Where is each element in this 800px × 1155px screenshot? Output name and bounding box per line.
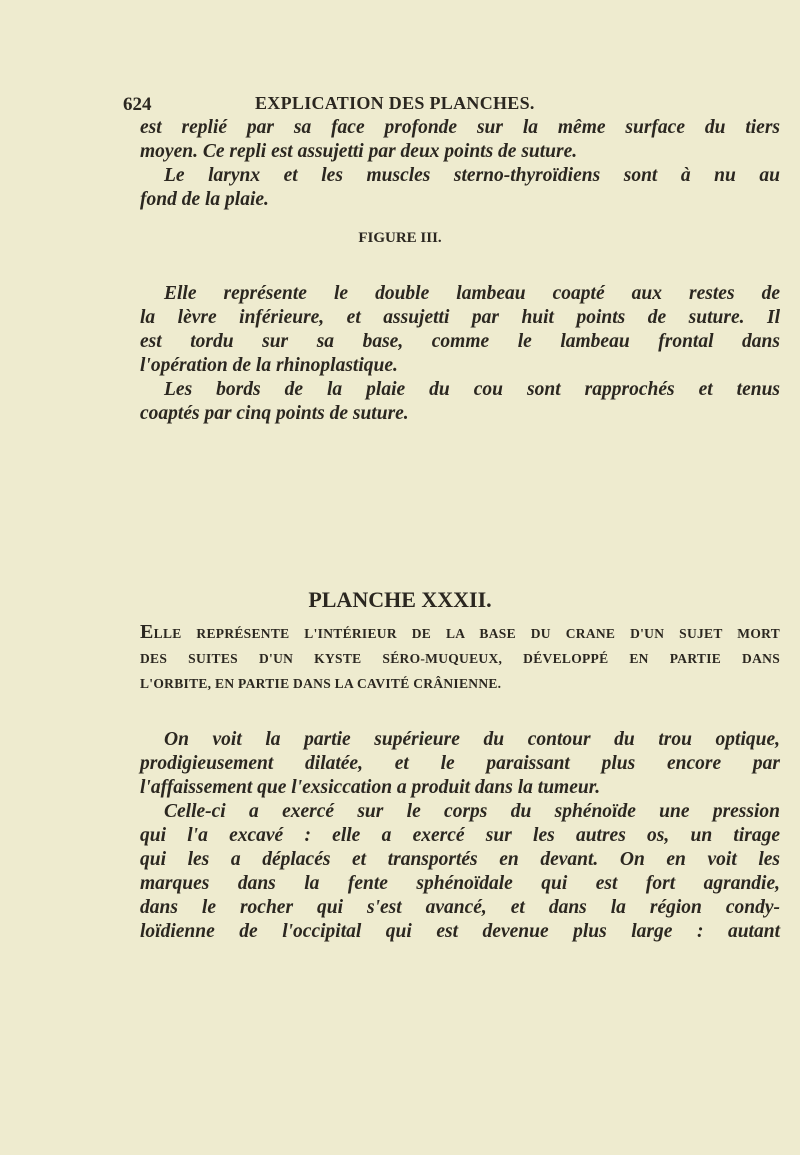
text-line: On voit la partie supérieure du contour du trou optique, (164, 729, 780, 750)
text-line: est tordu sur sa base, comme le lambeau frontal dans (140, 331, 780, 352)
text-line: DES SUITES D'UN KYSTE SÉRO-MUQUEUX, DÉVELOPPÉ EN PARTIE DANS (140, 651, 780, 666)
text-line (140, 620, 780, 646)
text-line: prodigieusement dilatée, et le paraissant plus encore par (140, 753, 780, 774)
text-line: L'ORBITE, EN PARTIE DANS LA CAVITÉ CRÂNIENNE. (140, 676, 502, 691)
caps-text: LLE REPRÉSENTE L'INTÉRIEUR DE LA BASE DU CRANE D'UN SUJET MORT (153, 626, 780, 641)
text-line: la lèvre inférieure, et assujetti par huit points de suture. Il (140, 307, 780, 328)
page-number: 624 (123, 94, 152, 115)
text-line: Le larynx et les muscles sterno-thyroïdiens sont à nu au (164, 165, 780, 186)
running-title: EXPLICATION DES PLANCHES. (255, 93, 535, 113)
text-line: l'affaissement que l'exsiccation a produit dans la tumeur. (140, 777, 601, 798)
text-line: loïdienne de l'occipital qui est devenue plus large : autant (140, 921, 780, 942)
text-line: qui l'a excavé : elle a exercé sur les autres os, un tirage (140, 825, 780, 846)
figure-heading: FIGURE III. (358, 230, 442, 246)
plate-heading: PLANCHE XXXII. (308, 587, 492, 612)
text-line: Elle représente le double lambeau coapté aux restes de (164, 283, 780, 304)
text-line: coaptés par cinq points de suture. (140, 403, 409, 424)
text-line: est replié par sa face profonde sur la même surface du tiers (140, 117, 780, 138)
text-line: fond de la plaie. (140, 189, 269, 210)
text-line: marques dans la fente sphénoïdale qui est fort agrandie, (140, 873, 780, 894)
text-line: Les bords de la plaie du cou sont rapprochés et tenus (164, 379, 780, 400)
text-line: dans le rocher qui s'est avancé, et dans la région condy- (140, 897, 780, 918)
text-line: Celle-ci a exercé sur le corps du sphénoïde une pression (164, 801, 780, 822)
text-line: l'opération de la rhinoplastique. (140, 355, 398, 376)
text-line: moyen. Ce repli est assujetti par deux points de suture. (140, 141, 578, 162)
text-line: qui les a déplacés et transportés en devant. On en voit les (140, 849, 780, 870)
drop-initial: E (140, 621, 154, 643)
